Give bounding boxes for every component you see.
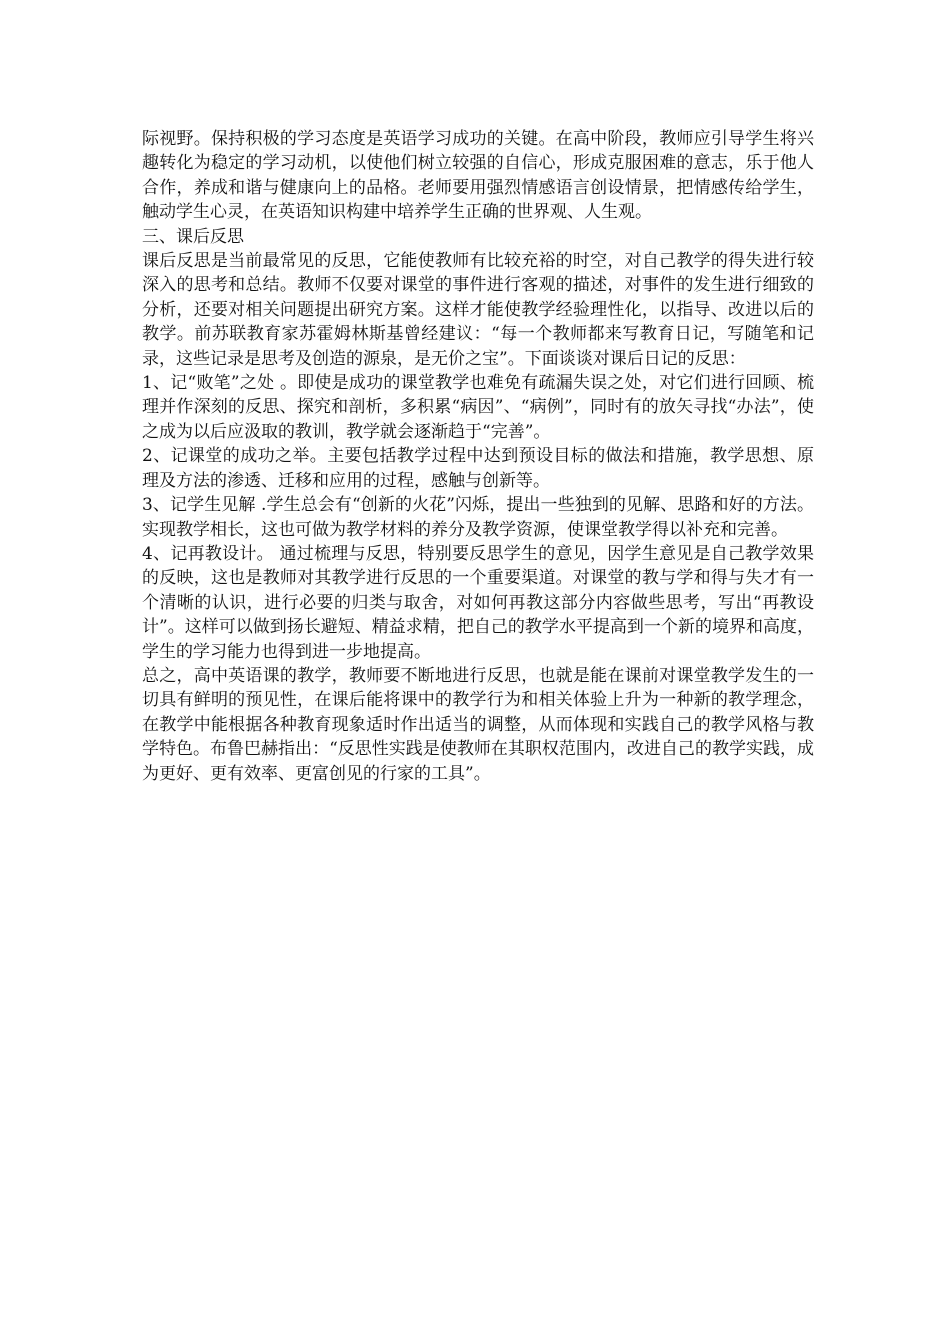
list-item-failures: 1、记“败笔”之处 。即使是成功的课堂教学也难免有疏漏失误之处，对它们进行回顾、梳理并作深刻的反思、探究和剖析，多积累“病因”、“病例”，同时有的放矢寻找“办法”，使之成为以后应汲取的教训，教学就会逐渐趋于“完善”。 — [142, 373, 814, 442]
list-item-successes: 2、记课堂的成功之举。主要包括教学过程中达到预设目标的做法和措施，教学思想、原理及方法的渗透、迁移和应用的过程，感触与创新等。 — [142, 446, 814, 491]
paragraph-conclusion: 总之，高中英语课的教学，教师要不断地进行反思，也就是能在课前对课堂教学发生的一切具有鲜明的预见性，在课后能将课中的教学行为和相关体验上升为一种新的教学理念，在教学中能根据各种教育现象适时作出适当的调整，从而体现和实践自己的教学风格与教学特色。布鲁巴赫指出：“反思性实践是使教师在其职权范围内，改进自己的教学实践，成为更好、更有效率、更富创见的行家的工具”。 — [142, 665, 814, 784]
document-body — [142, 127, 814, 786]
paragraph-post-class-intro: 课后反思是当前最常见的反思，它能使教师有比较充裕的时空，对自己教学的得失进行较深入的思考和总结。教师不仅要对课堂的事件进行客观的描述，对事件的发生进行细致的分析，还要对相关问题提出研究方案。这样才能使教学经验理性化，以指导、改进以后的教学。前苏联教育家苏霍姆林斯基曾经建议：“每一个教师都来写教育日记，写随笔和记录，这些记录是思考及创造的源泉，是无价之宝”。下面谈谈对课后日记的反思： — [142, 251, 814, 369]
section-heading-post-class-reflection: 三、课后反思 — [142, 226, 244, 247]
list-item-student-insights: 3、记学生见解 .学生总会有“创新的火花”闪烁，提出一些独到的见解、思路和好的方法。实现教学相长，这也可做为教学材料的养分及教学资源，使课堂教学得以补充和完善。 — [142, 495, 814, 540]
list-item-redesign: 4、记再教设计。 通过梳理与反思，特别要反思学生的意见，因学生意见是自己教学效果的反映，这也是教师对其教学进行反思的一个重要渠道。对课堂的教与学和得与失才有一个清晰的认识，进行必要的归类与取舍，对如何再教这部分内容做些思考，写出“再教设计”。这样可以做到扬长避短、精益求精，把自己的教学水平提高到一个新的境界和高度，学生的学习能力也得到进一步地提高。 — [142, 543, 814, 662]
paragraph-worldview: 际视野。保持积极的学习态度是英语学习成功的关键。在高中阶段，教师应引导学生将兴趣转化为稳定的学习动机，以使他们树立较强的自信心，形成克服困难的意志，乐于他人合作，养成和谐与健康向上的品格。老师要用强烈情感语言创设情景，把情感传给学生，触动学生心灵，在英语知识构建中培养学生正确的世界观、人生观。 — [142, 129, 814, 223]
